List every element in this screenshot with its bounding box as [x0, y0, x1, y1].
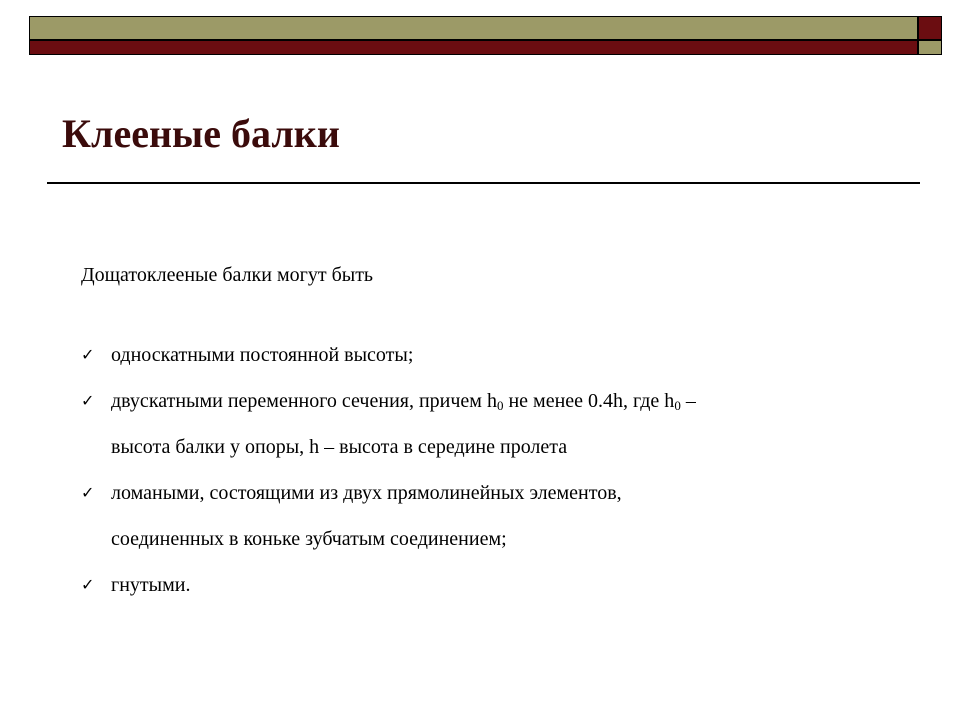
bullet-line: высота балки у опоры, h – высота в середине пролета	[111, 436, 568, 458]
bullet-line: ломаными, состоящими из двух прямолинейных элементов,	[111, 482, 622, 504]
list-item	[81, 332, 901, 378]
bullet-text: гнутыми.	[111, 574, 191, 596]
bullet-text: односкатными постоянной высоты;	[111, 344, 414, 366]
header-bar-maroon	[29, 40, 918, 55]
checkmark-icon: ✓	[81, 575, 95, 594]
intro-text: Дощатоклееные балки могут быть	[81, 264, 374, 286]
corner-square-olive	[918, 40, 942, 55]
header-bar-olive	[29, 16, 918, 40]
bullet-line: двускатными переменного сечения, причем $h_0$ не менее 0.4h, где $h_0$ –	[111, 390, 696, 413]
checkmark-icon: ✓	[81, 391, 95, 410]
bullet-list	[81, 332, 901, 608]
checkmark-icon: ✓	[81, 483, 95, 502]
checkmark-icon: ✓	[81, 345, 95, 364]
list-item	[81, 378, 901, 470]
bullet-line: соединенных в коньке зубчатым соединением;	[111, 528, 507, 550]
corner-square-maroon	[918, 16, 942, 40]
title-divider	[47, 182, 920, 184]
list-item	[81, 470, 901, 562]
list-item	[81, 562, 901, 608]
slide-title: Клееные балки	[62, 111, 340, 156]
